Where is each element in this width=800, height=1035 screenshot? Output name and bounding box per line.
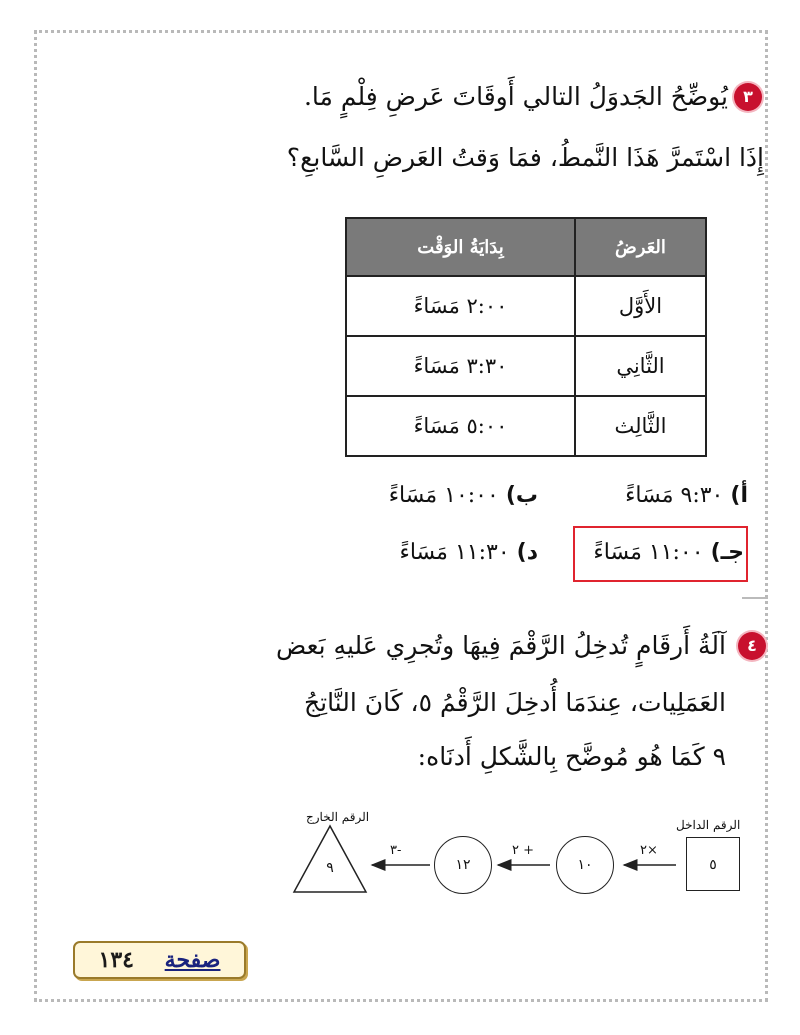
table-cell: الثَّانِي xyxy=(575,336,706,396)
option-d-letter: د) xyxy=(516,540,538,565)
intermediate-circle-2: ١٢ xyxy=(434,836,492,894)
question-4-line-1: آلَةُ أَرقَامٍ تُدخِلُ الرَّقْمَ فِيهَا وتُجرِي عَليهِ بَعض xyxy=(275,631,726,660)
table-cell: الأَوَّل xyxy=(575,276,706,336)
option-b-text: ١٠:٠٠ مَسَاءً xyxy=(388,483,499,508)
page-word: صفحة xyxy=(164,947,221,973)
page-number: ١٣٤ xyxy=(98,947,134,973)
column-header-start-time: بِدَايَةُ الوَقْت xyxy=(346,218,575,276)
question-3-number-badge: ٣ xyxy=(734,83,762,111)
option-b-letter: ب) xyxy=(505,483,538,508)
output-value: ٩ xyxy=(326,860,334,876)
table-cell: الثَّالِث xyxy=(575,396,706,456)
table-cell: ٣:٣٠ مَسَاءً xyxy=(346,336,575,396)
input-box: ٥ xyxy=(686,837,740,891)
column-header-show: العَرضُ xyxy=(575,218,706,276)
table-cell: ٢:٠٠ مَسَاءً xyxy=(346,276,575,336)
operation-times-2: ٢× xyxy=(640,843,658,858)
option-a-letter: أ) xyxy=(730,483,748,508)
question-3-line-1: يُوضِّحُ الجَدوَلُ التالي أَوقَاتَ عَرضِ فِلْمٍ مَا. xyxy=(303,82,728,111)
intermediate-circle-1: ١٠ xyxy=(556,836,614,894)
input-number-label: الرقم الداخل xyxy=(676,818,741,832)
option-a-text: ٩:٣٠ مَسَاءً xyxy=(625,483,724,508)
option-d-text: ١١:٣٠ مَسَاءً xyxy=(399,540,510,565)
question-4-number-badge: ٤ xyxy=(738,632,766,660)
option-c-letter: جـ) xyxy=(710,540,744,565)
option-c-text: ١١:٠٠ مَسَاءً xyxy=(593,540,704,565)
question-3-line-2: إِذَا اسْتَمرَّ هَذَا النَّمطُ، فمَا وَقتُ العَرضِ السَّابعِ؟ xyxy=(286,143,764,172)
output-triangle xyxy=(294,826,366,892)
operation-minus-3: ٣- xyxy=(390,843,402,858)
question-4-line-3: ٩ كَمَا هُو مُوضَّح بِالشَّكلِ أَدنَاه: xyxy=(417,742,726,771)
table-cell: ٥:٠٠ مَسَاءً xyxy=(346,396,575,456)
operation-plus-2: ٢ + xyxy=(512,843,535,858)
question-4-line-2: العَمَلِيات، عِندَمَا أُدخِلَ الرَّقْمُ ٥، كَانَ النَّاتِجُ xyxy=(303,688,726,717)
output-number-label: الرقم الخارج xyxy=(306,810,370,824)
page-number-badge xyxy=(73,941,246,979)
